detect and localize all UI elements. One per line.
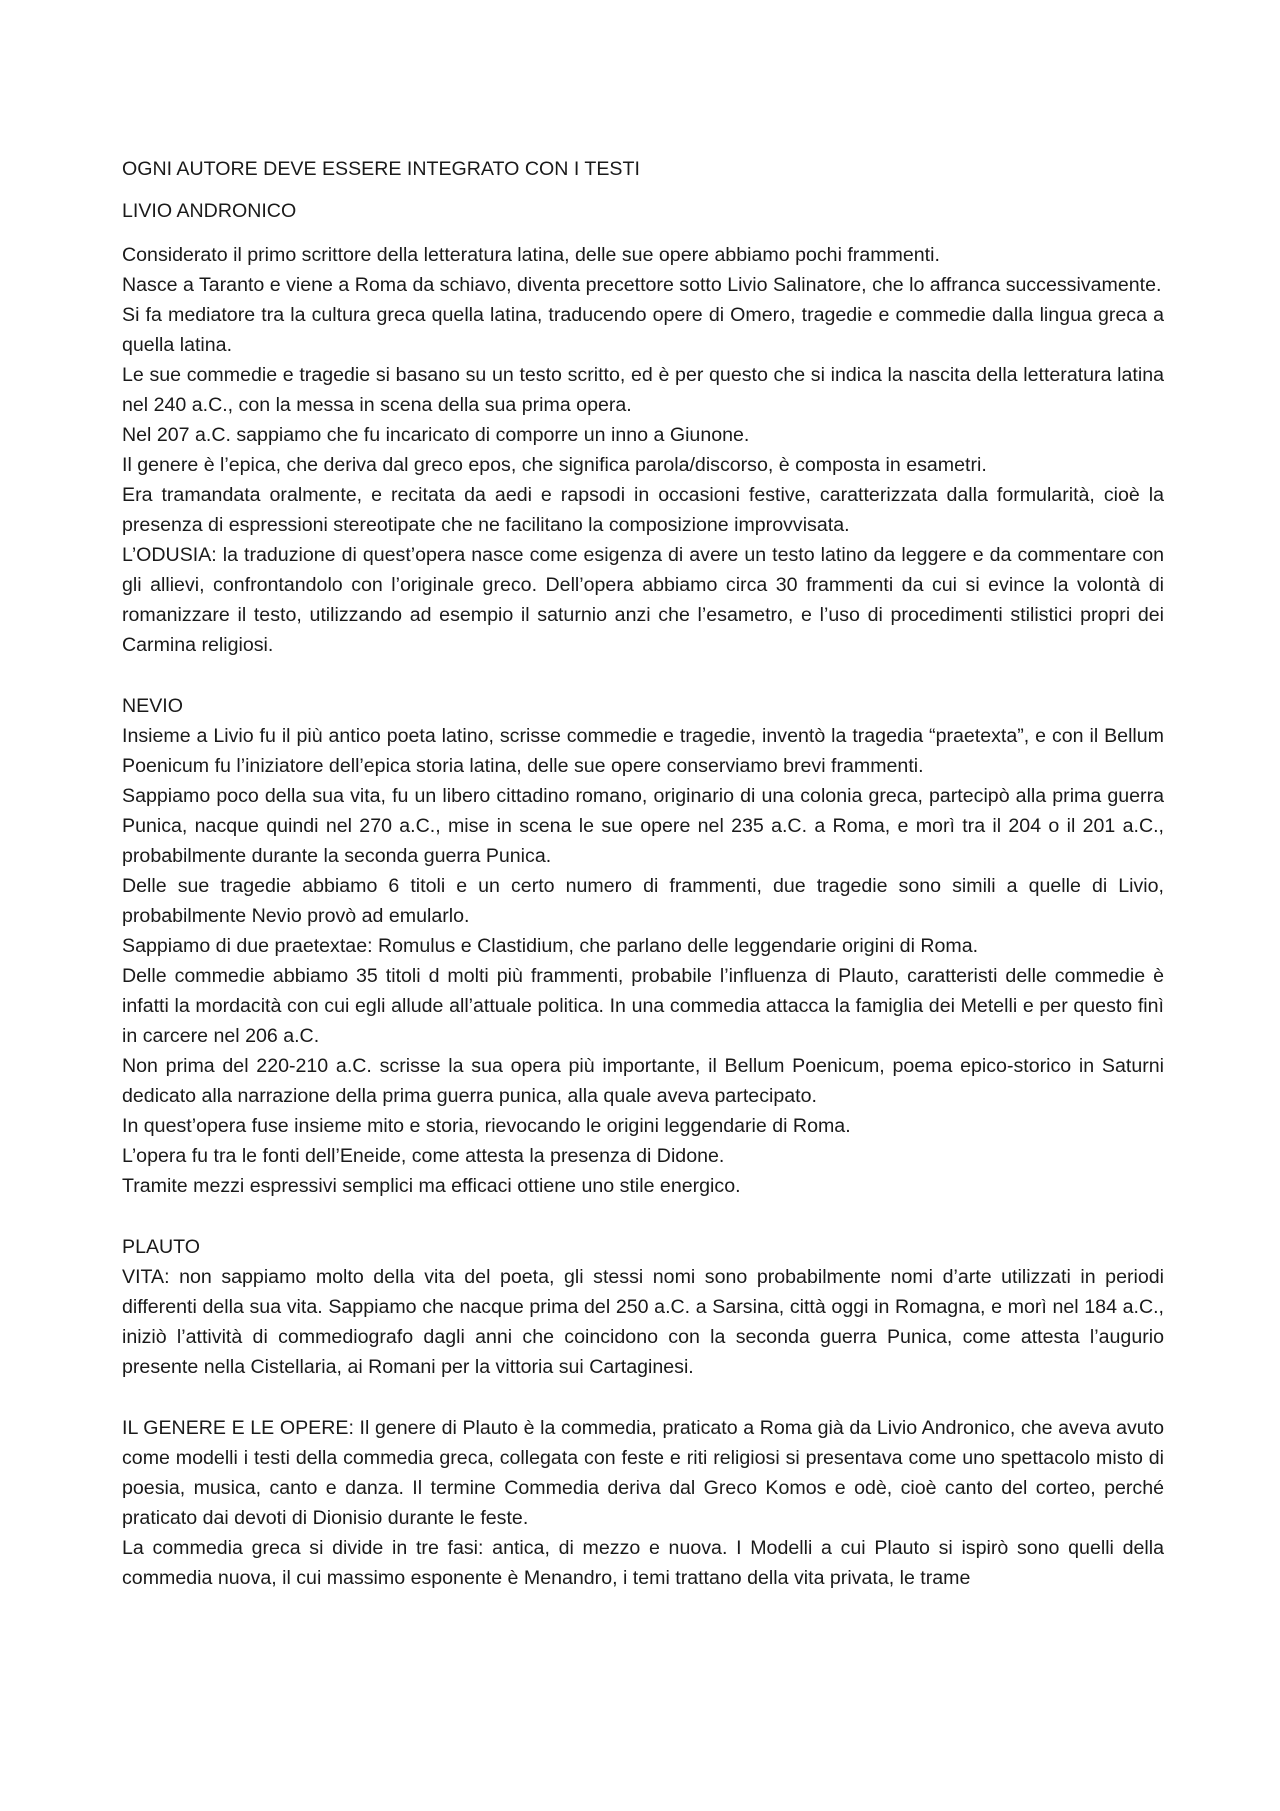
document-heading: OGNI AUTORE DEVE ESSERE INTEGRATO CON I TESTI [122, 158, 640, 180]
paragraph: Non prima del 220-210 a.C. scrisse la sua opera più importante, il Bellum Poenicum, poema epico-storico in Saturni dedicato alla narrazione della prima guerra punica, alla quale aveva partecipato. [122, 1055, 1164, 1107]
paragraph: Sappiamo poco della sua vita, fu un libero cittadino romano, originario di una colonia greca, partecipò alla prima guerra Punica, nacque quindi nel 270 a.C., mise in scena le sue opere nel 235 a.C. a Roma, e morì tra il 204 o il 201 a.C., probabilmente durante la seconda guerra Punica. [122, 785, 1164, 867]
paragraph: Delle commedie abbiamo 35 titoli d molti più frammenti, probabile l’influenza di Plauto, caratteristi delle commedie è infatti la mordacità con cui egli allude all’attuale politica. In una commedia attacca la famiglia dei Metelli e per questo finì in carcere nel 206 a.C. [122, 965, 1164, 1047]
paragraph: L’ODUSIA: la traduzione di quest’opera nasce come esigenza di avere un testo latino da leggere e da commentare con gli allievi, confrontandolo con l’originale greco. Dell’opera abbiamo circa 30 frammenti da cui si evince la volontà di romanizzare il testo, utilizzando ad esempio il saturnio anzi che l’esametro, e l’uso di procedimenti stilistici propri dei Carmina religiosi. [122, 544, 1164, 656]
section-title: LIVIO ANDRONICO [122, 200, 297, 222]
section-title: NEVIO [122, 695, 183, 717]
section-gap [122, 660, 1164, 691]
paragraph: Le sue commedie e tragedie si basano su un testo scritto, ed è per questo che si indica la nascita della letteratura latina nel 240 a.C., con la messa in scena della sua prima opera. [122, 364, 1164, 416]
paragraph: In quest’opera fuse insieme mito e storia, rievocando le origini leggendarie di Roma. [122, 1115, 851, 1137]
paragraph: Nasce a Taranto e viene a Roma da schiavo, diventa precettore sotto Livio Salinatore, che lo affranca successivamente. [122, 274, 1162, 296]
section-plauto [122, 1232, 1164, 1593]
paragraph: Sappiamo di due praetextae: Romulus e Clastidium, che parlano delle leggendarie origini di Roma. [122, 935, 979, 957]
paragraph: Tramite mezzi espressivi semplici ma efficaci ottiene uno stile energico. [122, 1175, 741, 1197]
paragraph: Considerato il primo scrittore della letteratura latina, delle sue opere abbiamo pochi frammenti. [122, 244, 940, 266]
section-title: PLAUTO [122, 1236, 201, 1258]
paragraph: La commedia greca si divide in tre fasi: antica, di mezzo e nuova. I Modelli a cui Plauto si ispirò sono quelli della commedia nuova, il cui massimo esponente è Menandro, i temi trattano della vita privata, le trame [122, 1537, 1164, 1589]
paragraph: Insieme a Livio fu il più antico poeta latino, scrisse commedie e tragedie, inventò la tragedia “praetexta”, e con il Bellum Poenicum fu l’iniziatore dell’epica storia latina, delle sue opere conserviamo brevi frammenti. [122, 725, 1164, 777]
paragraph: IL GENERE E LE OPERE: Il genere di Plauto è la commedia, praticato a Roma già da Livio Andronico, che aveva avuto come modelli i testi della commedia greca, collegata con feste e riti religiosi si presentava come uno spettacolo misto di poesia, musica, canto e danza. Il termine Commedia deriva dal Greco Komos e odè, cioè canto del corteo, perché praticato dai devoti di Dionisio durante le feste. [122, 1417, 1164, 1529]
section-livio-andronico [122, 196, 1164, 660]
paragraph: VITA: non sappiamo molto della vita del poeta, gli stessi nomi sono probabilmente nomi d’arte utilizzati in periodi differenti della sua vita. Sappiamo che nacque prima del 250 a.C. a Sarsina, città oggi in Romagna, e morì nel 184 a.C., iniziò l’attività di commediografo dagli anni che coincidono con la seconda guerra Punica, come attesta l’augurio presente nella Cistellaria, ai Romani per la vittoria sui Cartaginesi. [122, 1266, 1164, 1378]
paragraph: Era tramandata oralmente, e recitata da aedi e rapsodi in occasioni festive, caratterizzata dalla formularità, cioè la presenza di espressioni stereotipate che ne facilitano la composizione improvvisata. [122, 484, 1164, 536]
paragraph: Si fa mediatore tra la cultura greca quella latina, traducendo opere di Omero, tragedie e commedie dalla lingua greca a quella latina. [122, 304, 1164, 356]
paragraph: L’opera fu tra le fonti dell’Eneide, come attesta la presenza di Didone. [122, 1145, 725, 1167]
section-gap [122, 1201, 1164, 1232]
paragraph-gap [122, 1382, 1164, 1413]
section-nevio [122, 691, 1164, 1201]
paragraph: Nel 207 a.C. sappiamo che fu incaricato di comporre un inno a Giunone. [122, 424, 750, 446]
paragraph: Il genere è l’epica, che deriva dal greco epos, che significa parola/discorso, è composta in esametri. [122, 454, 987, 476]
paragraph: Delle sue tragedie abbiamo 6 titoli e un certo numero di frammenti, due tragedie sono simili a quelle di Livio, probabilmente Nevio provò ad emularlo. [122, 875, 1164, 927]
